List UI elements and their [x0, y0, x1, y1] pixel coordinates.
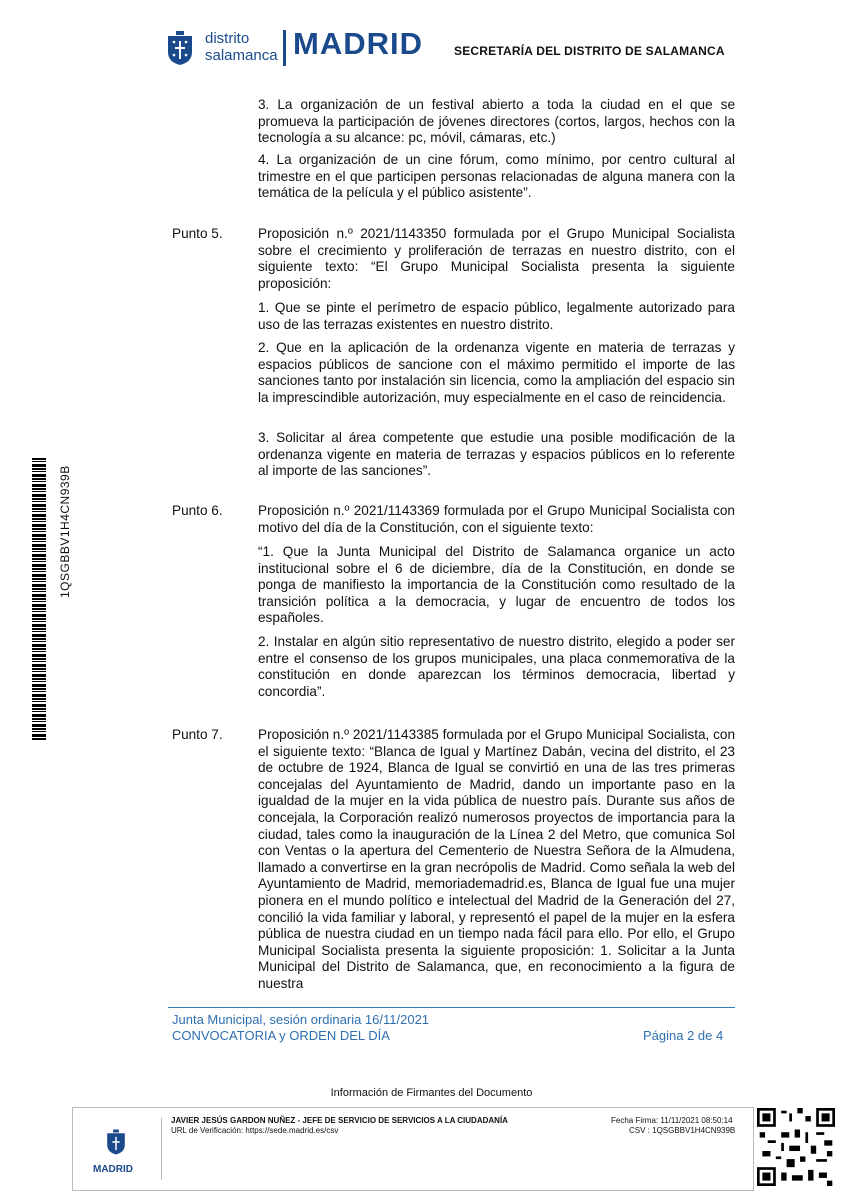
punto-6-item-1: “1. Que la Junta Municipal del Distrito de Salamanca organice un acto institucional sobre el 6 de diciembre, día de la Constitución, en donde se ponga de manifiesto la importancia de la Constitución como resultado de la transición política a la democracia, y lugar de encuentro de todos los españoles. — [258, 544, 735, 626]
footer-rule — [168, 1007, 735, 1008]
punto-6-item-2: 2. Instalar en algún sitio representativo de nuestro distrito, elegido a poder ser entre el consenso de los grupos municipales, una placa conmemorativa de la constitución en donde aparezcan los términos democracia, libertad y concordia”. — [258, 634, 735, 699]
punto-7-text: Proposición n.º 2021/1143385 formulada por el Grupo Municipal Socialista, con el siguiente texto: “Blanca de Igual y Martínez Dabán, vecina del distrito, el 23 de octubre de 1924, Blanca de Igual se convirtió en una de las tres primeras concejalas del Ayuntamiento de Madrid, dando un importante paso en la igualdad de la mujer en la vida pública de nuestro país. Durante sus años de concejala, la Corporación realizó numerosos proyectos de importancia para la ciudad, tales como la inauguración de la Línea 2 del Metro, que comunica Sol con Ventas o la apertura del Cementerio de Nuestra Señora de la Almudena, llamado a convertirse en la gran necrópolis de Madrid. Como señala la web del Ayuntamiento de Madrid, memoriademadrid.es, Blanca de Igual fue una mujer pionera en el mundo político e intelectual del Madrid de la Generación del 27, concilió la vida familiar y laboral, y representó el papel de la mujer en la esfera pública de nuestra ciudad en un tiempo nada fácil para ello. Por ello, el Grupo Municipal Socialista presenta la siguiente proposición: 1. Solicitar a la Junta Municipal del Distrito de Salamanca, que, en reconocimiento a la figura de nuestra — [258, 727, 736, 991]
punto-5-item-3: 3. Solicitar al área competente que estudie una posible modificación de la ordenanza vigente en materia de terrazas y espacios públicos en lo referente al importe de las sanciones”. — [258, 430, 735, 479]
signature-divider — [161, 1118, 162, 1180]
signature-date: Fecha Firma: 11/11/2021 08:50:14 — [611, 1116, 733, 1125]
footer-convocatoria: CONVOCATORIA y ORDEN DEL DÍA — [172, 1028, 390, 1043]
signature-box — [72, 1107, 754, 1191]
distrito-label — [205, 30, 278, 64]
side-csv-code-text: 1QSGBBV1H4CN939B — [58, 465, 72, 598]
footer-session: Junta Municipal, sesión ordinaria 16/11/2021 — [172, 1012, 430, 1027]
punto-5-item-1: 1. Que se pinte el perímetro de espacio público, legalmente autorizado para uso de las terrazas existentes en nuestro distrito. — [258, 300, 735, 332]
signature-logo — [85, 1118, 145, 1182]
signer-name: JAVIER JESÚS GARDON NUÑEZ - JEFE DE SERVICIO DE SERVICIOS A LA CIUDADANÍA — [171, 1116, 508, 1125]
madrid-wordmark: MADRID — [293, 26, 423, 61]
signature-logo-word: MADRID — [93, 1164, 133, 1175]
punto-6-label: Punto 6. — [172, 503, 223, 518]
distrito-line2: salamanca — [205, 47, 278, 64]
madrid-crest-icon — [165, 30, 195, 66]
firmantes-title: Información de Firmantes del Documento — [330, 1087, 533, 1099]
footer-page-number: Página 2 de 4 — [643, 1028, 724, 1043]
item-4-paragraph: 4. La organización de un cine fórum, como mínimo, por centro cultural al trimestre en el que participen personas relacionadas de alguna manera con la temática de la película y el público asistente”. — [258, 152, 735, 201]
punto-6-intro: Proposición n.º 2021/1143369 formulada por el Grupo Municipal Socialista con motivo del día de la Constitución, con el siguiente texto: — [258, 503, 735, 535]
madrid-crest-icon — [105, 1128, 127, 1156]
signature-csv: CSV : 1QSGBBV1H4CN939B — [629, 1126, 736, 1135]
punto-5-label: Punto 5. — [172, 226, 223, 241]
logo-divider — [283, 30, 286, 66]
punto-7-label: Punto 7. — [172, 727, 223, 742]
side-barcode — [32, 458, 46, 740]
distrito-line1: distrito — [205, 30, 250, 47]
punto-5-item-2: 2. Que en la aplicación de la ordenanza vigente en materia de terrazas y espacios públicos de sancione con el máximo permitido el importe de las sanciones tanto por instalación sin licencia, como la ampliación del espacio sin la imprescindible autorización, muy especialmente en el caso de reincidencia. — [258, 340, 735, 405]
punto-5-intro: Proposición n.º 2021/1143350 formulada por el Grupo Municipal Socialista sobre el crecimiento y proliferación de terrazas en nuestro distrito, con el siguiente texto: “El Grupo Municipal Socialista presenta la siguiente proposición: — [258, 226, 735, 291]
distrito-salamanca-logo — [165, 26, 423, 68]
verification-url[interactable]: URL de Verificación: https://sede.madrid.es/csv — [171, 1126, 339, 1135]
side-csv-code — [58, 398, 72, 598]
secretaria-title: SECRETARÍA DEL DISTRITO DE SALAMANCA — [454, 44, 725, 58]
item-3-paragraph: 3. La organización de un festival abierto a toda la ciudad en el que se promueva la participación de jóvenes directores (cortos, largos, hechos con la tecnología a su alcance: pc, móvil, cámaras, etc.) — [258, 97, 735, 146]
qr-code-icon — [757, 1108, 835, 1186]
